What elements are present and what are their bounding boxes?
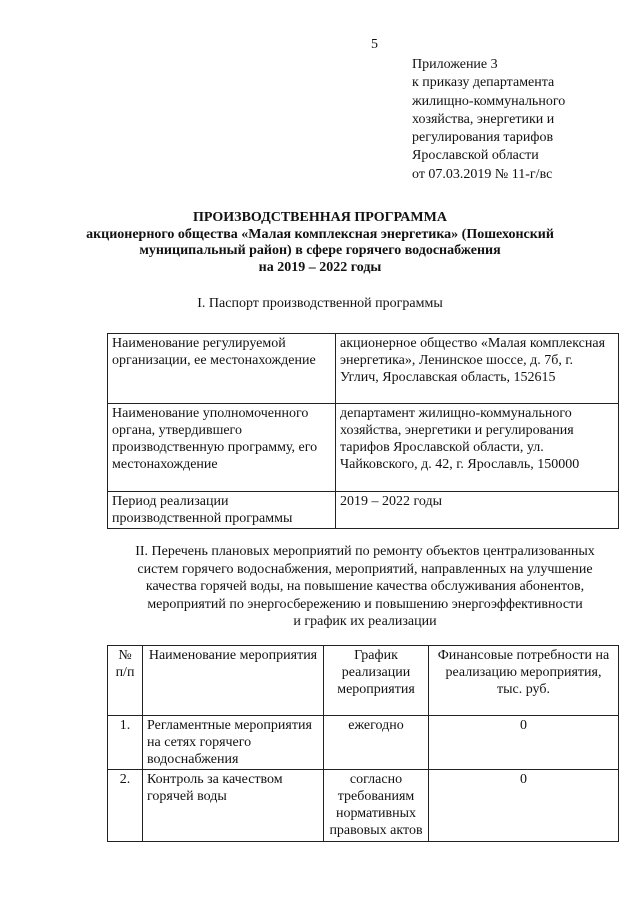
row-name: Регламентные мероприятия на сетях горячего водоснабжения <box>143 716 324 770</box>
title-line: муниципальный район) в сфере горячего водоснабжения <box>139 243 501 258</box>
passport-value: акционерное общество «Малая комплексная энергетика», Ленинское шоссе, д. 7б, г. Углич, Ярославская область, 152615 <box>336 334 619 404</box>
header-name: Наименование мероприятия <box>143 646 324 716</box>
passport-label: Период реализации производственной программы <box>108 492 336 529</box>
appendix-line: жилищно-коммунального <box>412 93 566 109</box>
section2-line: II. Перечень плановых мероприятий по ремонту объектов централизованных <box>135 544 595 559</box>
appendix-block <box>412 56 627 184</box>
table-row <box>108 770 619 842</box>
document-title <box>40 210 600 276</box>
row-num: 2. <box>108 770 143 842</box>
title-line: на 2019 – 2022 годы <box>258 259 382 275</box>
appendix-line: хозяйства, энергетики и <box>412 111 555 127</box>
table-row <box>108 334 619 404</box>
row-finance: 0 <box>429 770 619 842</box>
section2-line: и график их реализации <box>293 614 437 629</box>
section2-line: мероприятий по энергосбережению и повышению энергоэффективности <box>147 596 583 612</box>
passport-value: департамент жилищно-коммунального хозяйства, энергетики и регулирования тарифов Ярославской области, ул. Чайковского, д. 42, г. Ярославль, 150000 <box>336 404 619 492</box>
table-row <box>108 716 619 770</box>
appendix-line: Приложение 3 <box>412 57 498 72</box>
appendix-line: регулирования тарифов <box>412 130 554 146</box>
table-header-row <box>108 646 619 716</box>
section2-line: систем горячего водоснабжения, мероприятий, направленных на улучшение <box>137 561 593 577</box>
row-finance: 0 <box>429 716 619 770</box>
appendix-line: от 07.03.2019 № 11-г/вс <box>412 166 553 182</box>
row-schedule: согласно требованиям нормативных правовых актов <box>324 770 429 842</box>
passport-value: 2019 – 2022 годы <box>336 492 619 529</box>
header-num: № п/п <box>108 646 143 716</box>
header-schedule: График реализации мероприятия <box>324 646 429 716</box>
row-num: 1. <box>108 716 143 770</box>
section1-heading: I. Паспорт производственной программы <box>197 296 443 311</box>
measures-table <box>107 645 619 842</box>
passport-label: Наименование регулируемой организации, ее местонахождение <box>108 334 336 404</box>
passport-table <box>107 333 619 529</box>
header-finance: Финансовые потребности на реализацию мероприятия, тыс. руб. <box>429 646 619 716</box>
passport-label: Наименование уполномоченного органа, утвердившего производственную программу, его местонахождение <box>108 404 336 492</box>
table-row <box>108 404 619 492</box>
title-line: ПРОИЗВОДСТВЕННАЯ ПРОГРАММА <box>193 210 447 225</box>
section2-heading <box>105 543 625 631</box>
table-row <box>108 492 619 529</box>
page-number: 5 <box>371 37 378 52</box>
title-line: акционерного общества «Малая комплексная энергетика» (Пошехонский <box>86 226 554 242</box>
row-schedule: ежегодно <box>324 716 429 770</box>
row-name: Контроль за качеством горячей воды <box>143 770 324 842</box>
section2-line: качества горячей воды, на повышение качества обслуживания абонентов, <box>145 579 585 594</box>
appendix-line: Ярославской области <box>412 148 539 164</box>
appendix-line: к приказу департамента <box>412 75 555 91</box>
